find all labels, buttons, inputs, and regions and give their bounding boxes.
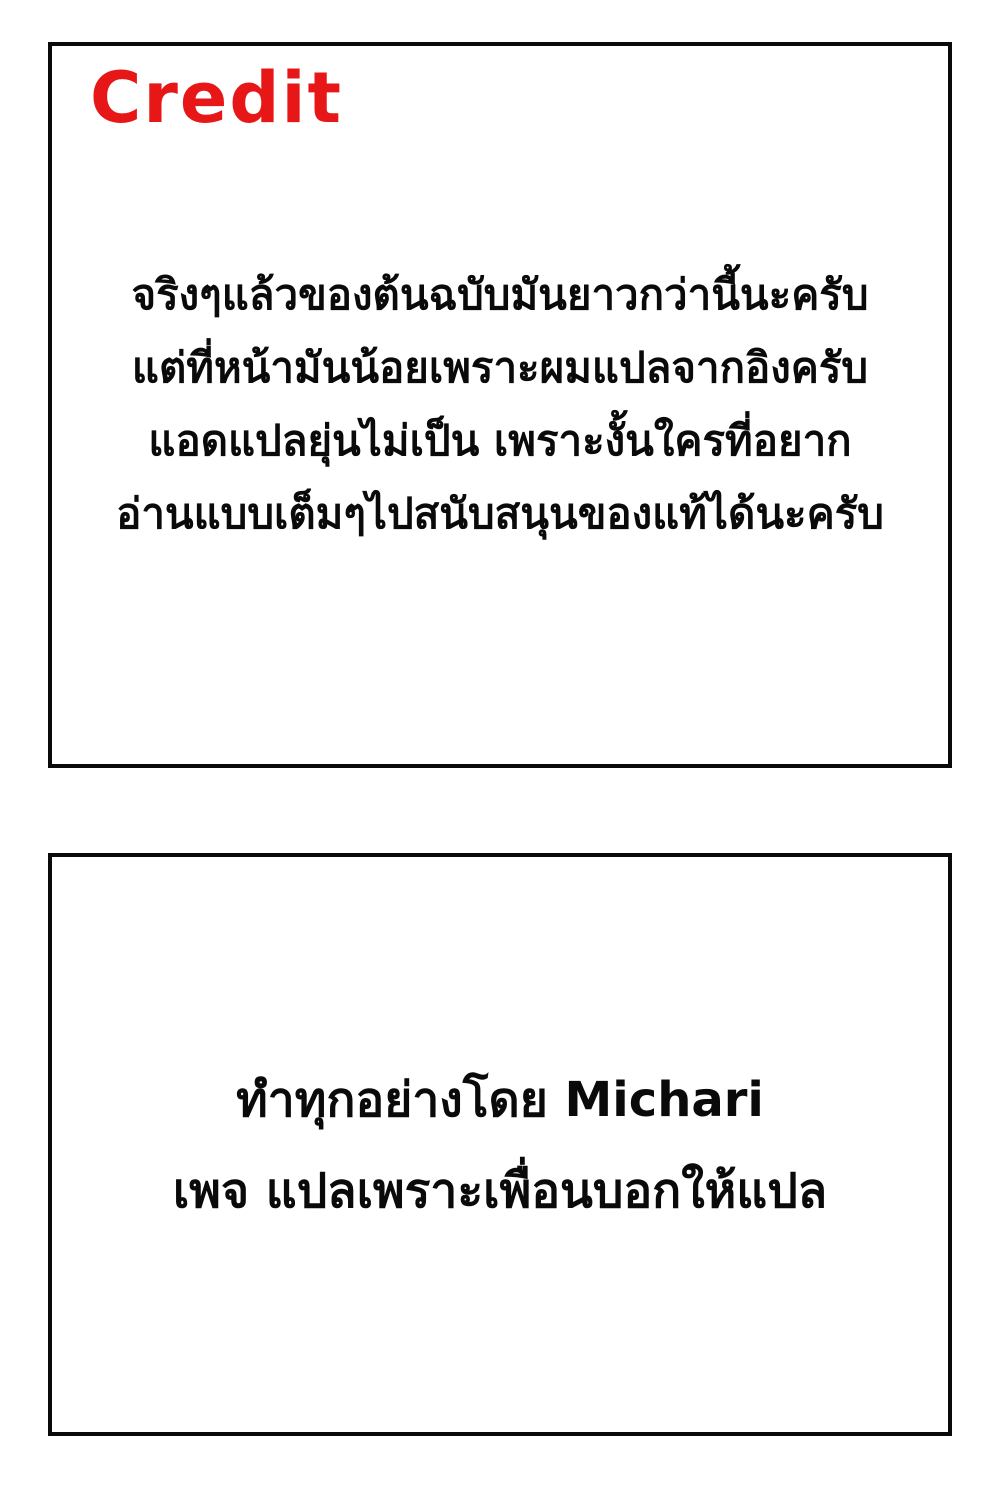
translator-panel [48,853,952,1436]
translator-text-block [52,1055,948,1237]
credit-text-block [52,258,948,550]
translator-credit-line: ทำทุกอย่างโดย Michari [236,1072,764,1128]
credit-heading: Credit [90,57,343,139]
credit-text-line-1: จริงๆแล้วของต้นฉบับมันยาวกว่านี้นะครับ [131,270,869,319]
credit-text-line-3: แอดแปลยุ่นไม่เป็น เพราะงั้นใครที่อยาก [148,416,852,465]
credit-panel [48,42,952,768]
credit-text-line-4: อ่านแบบเต็มๆไปสนับสนุนของแท้ได้นะครับ [116,489,884,538]
credit-text-line-2: แต่ที่หน้ามันน้อยเพราะผมแปลจากอิงครับ [131,343,869,392]
translator-page-line: เพจ แปลเพราะเพื่อนบอกให้แปล [172,1163,828,1219]
